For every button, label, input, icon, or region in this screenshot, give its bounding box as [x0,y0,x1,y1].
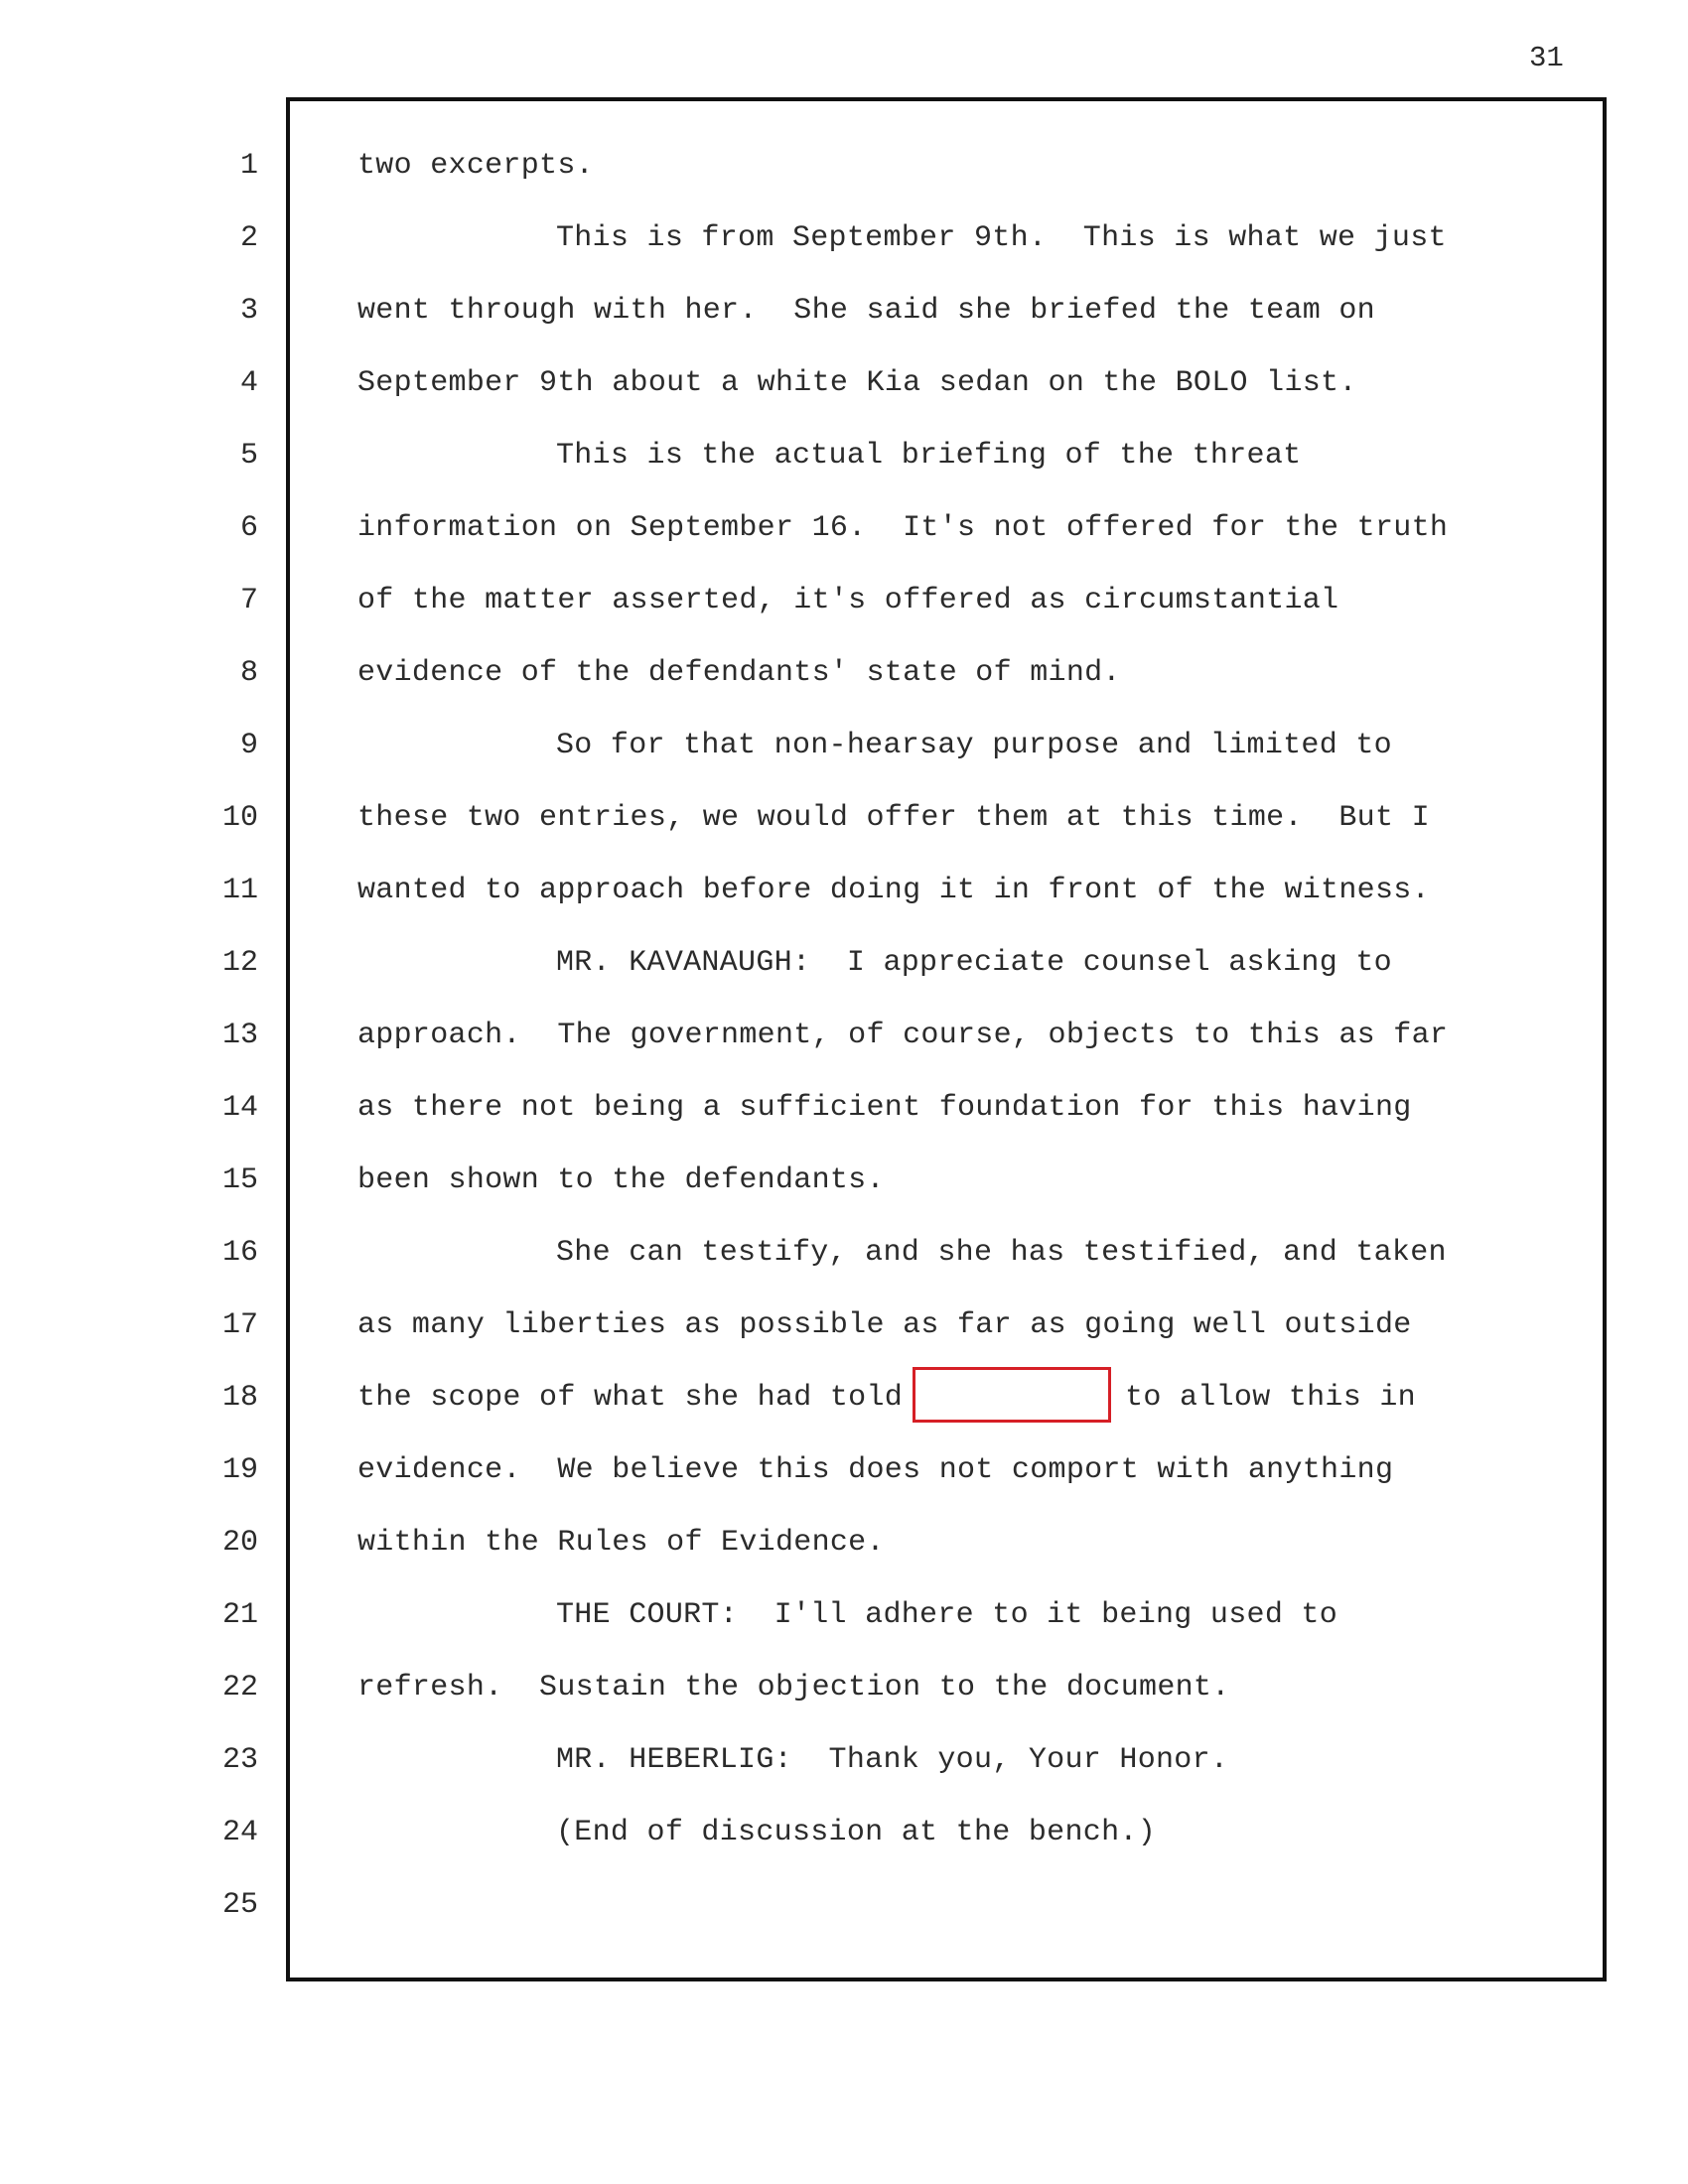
line-number: 19 [221,1453,258,1487]
line-number: 1 [239,149,258,183]
line-number: 12 [221,946,258,980]
line-number: 20 [221,1526,258,1560]
line-number: 2 [239,221,258,255]
line-number: 22 [221,1671,258,1705]
line-number: 13 [221,1019,258,1052]
transcript-line: THE COURT: I'll adhere to it being used to [556,1598,1338,1632]
line-number: 23 [221,1743,258,1777]
transcript-line: This is from September 9th. This is what we just [556,221,1447,255]
page-number: 31 [1529,42,1564,74]
line-number: 14 [221,1091,258,1125]
line-number: 24 [221,1816,258,1849]
transcript-line: as there not being a sufficient foundation for this having [357,1091,1412,1125]
transcript-line: within the Rules of Evidence. [357,1526,885,1560]
transcript-text-after-redaction: to allow this in [1125,1381,1416,1415]
transcript-line: of the matter asserted, it's offered as circumstantial [357,584,1339,617]
line-number: 21 [221,1598,258,1632]
transcript-line: approach. The government, of course, objects to this as far [357,1019,1449,1052]
line-number: 7 [239,584,258,617]
transcript-line: as many liberties as possible as far as going well outside [357,1308,1412,1342]
transcript-line: these two entries, we would offer them at this time. But I [357,801,1430,835]
transcript-line: So for that non-hearsay purpose and limited to [556,729,1392,762]
line-number: 4 [239,366,258,400]
transcript-line: refresh. Sustain the objection to the document. [357,1671,1230,1705]
transcript-line: This is the actual briefing of the threat [556,439,1302,473]
line-number: 16 [221,1236,258,1270]
transcript-line: been shown to the defendants. [357,1163,885,1197]
line-number: 17 [221,1308,258,1342]
transcript-line: wanted to approach before doing it in front of the witness. [357,874,1430,907]
transcript-line: MR. HEBERLIG: Thank you, Your Honor. [556,1743,1229,1777]
line-number: 3 [239,294,258,328]
transcript-line: went through with her. She said she briefed the team on [357,294,1375,328]
line-number: 9 [239,729,258,762]
redaction-box [913,1367,1111,1423]
transcript-line: evidence of the defendants' state of mind. [357,656,1121,690]
line-number: 25 [221,1888,258,1922]
line-number: 11 [221,874,258,907]
transcript-line: evidence. We believe this does not comport with anything [357,1453,1394,1487]
transcript-line: She can testify, and she has testified, and taken [556,1236,1447,1270]
transcript-line: September 9th about a white Kia sedan on the BOLO list. [357,366,1357,400]
transcript-line-redacted [357,1381,1416,1415]
transcript-line: two excerpts. [357,149,594,183]
line-number: 5 [239,439,258,473]
transcript-line: information on September 16. It's not offered for the truth [357,511,1449,545]
line-number: 6 [239,511,258,545]
line-number: 8 [239,656,258,690]
transcript-line: (End of discussion at the bench.) [556,1816,1156,1849]
line-number: 10 [221,801,258,835]
transcript-line: MR. KAVANAUGH: I appreciate counsel asking to [556,946,1392,980]
line-number: 18 [221,1381,258,1415]
line-number: 15 [221,1163,258,1197]
transcript-text-before-redaction: the scope of what she had told [357,1381,904,1415]
